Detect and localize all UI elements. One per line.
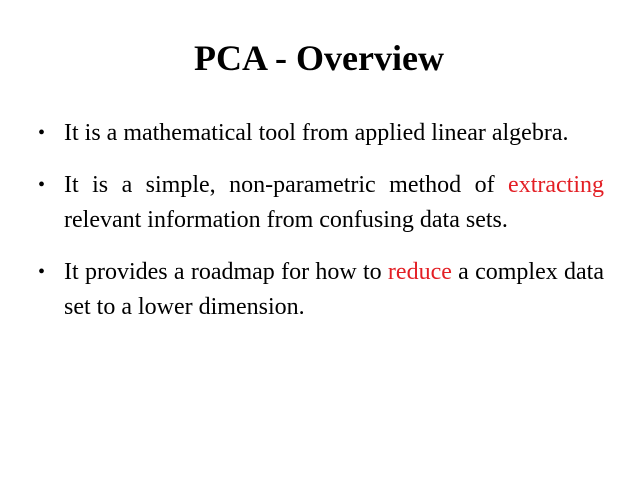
bullet-item [38,168,604,238]
bullet-text: It provides a roadmap for how to [64,259,388,285]
bullet-item [38,116,604,151]
bullet-text: It is a simple, non-parametric method of [64,172,509,198]
bullet-item [38,255,604,325]
highlighted-word: reduce [387,259,452,285]
bullet-list [38,116,604,342]
bullet-text: It is a mathematical tool from applied linear algebra. [64,120,569,146]
bullet-dot: • [38,122,46,144]
bullet-text-continued: a complex data set to a lower dimension. [64,259,604,320]
bullet-dot: • [38,261,46,283]
bullet-text-continued: relevant information from confusing data sets. [64,207,508,233]
bullet-dot: • [38,174,46,196]
slide-title: PCA - Overview [194,38,444,78]
highlighted-word: extracting [508,172,604,198]
